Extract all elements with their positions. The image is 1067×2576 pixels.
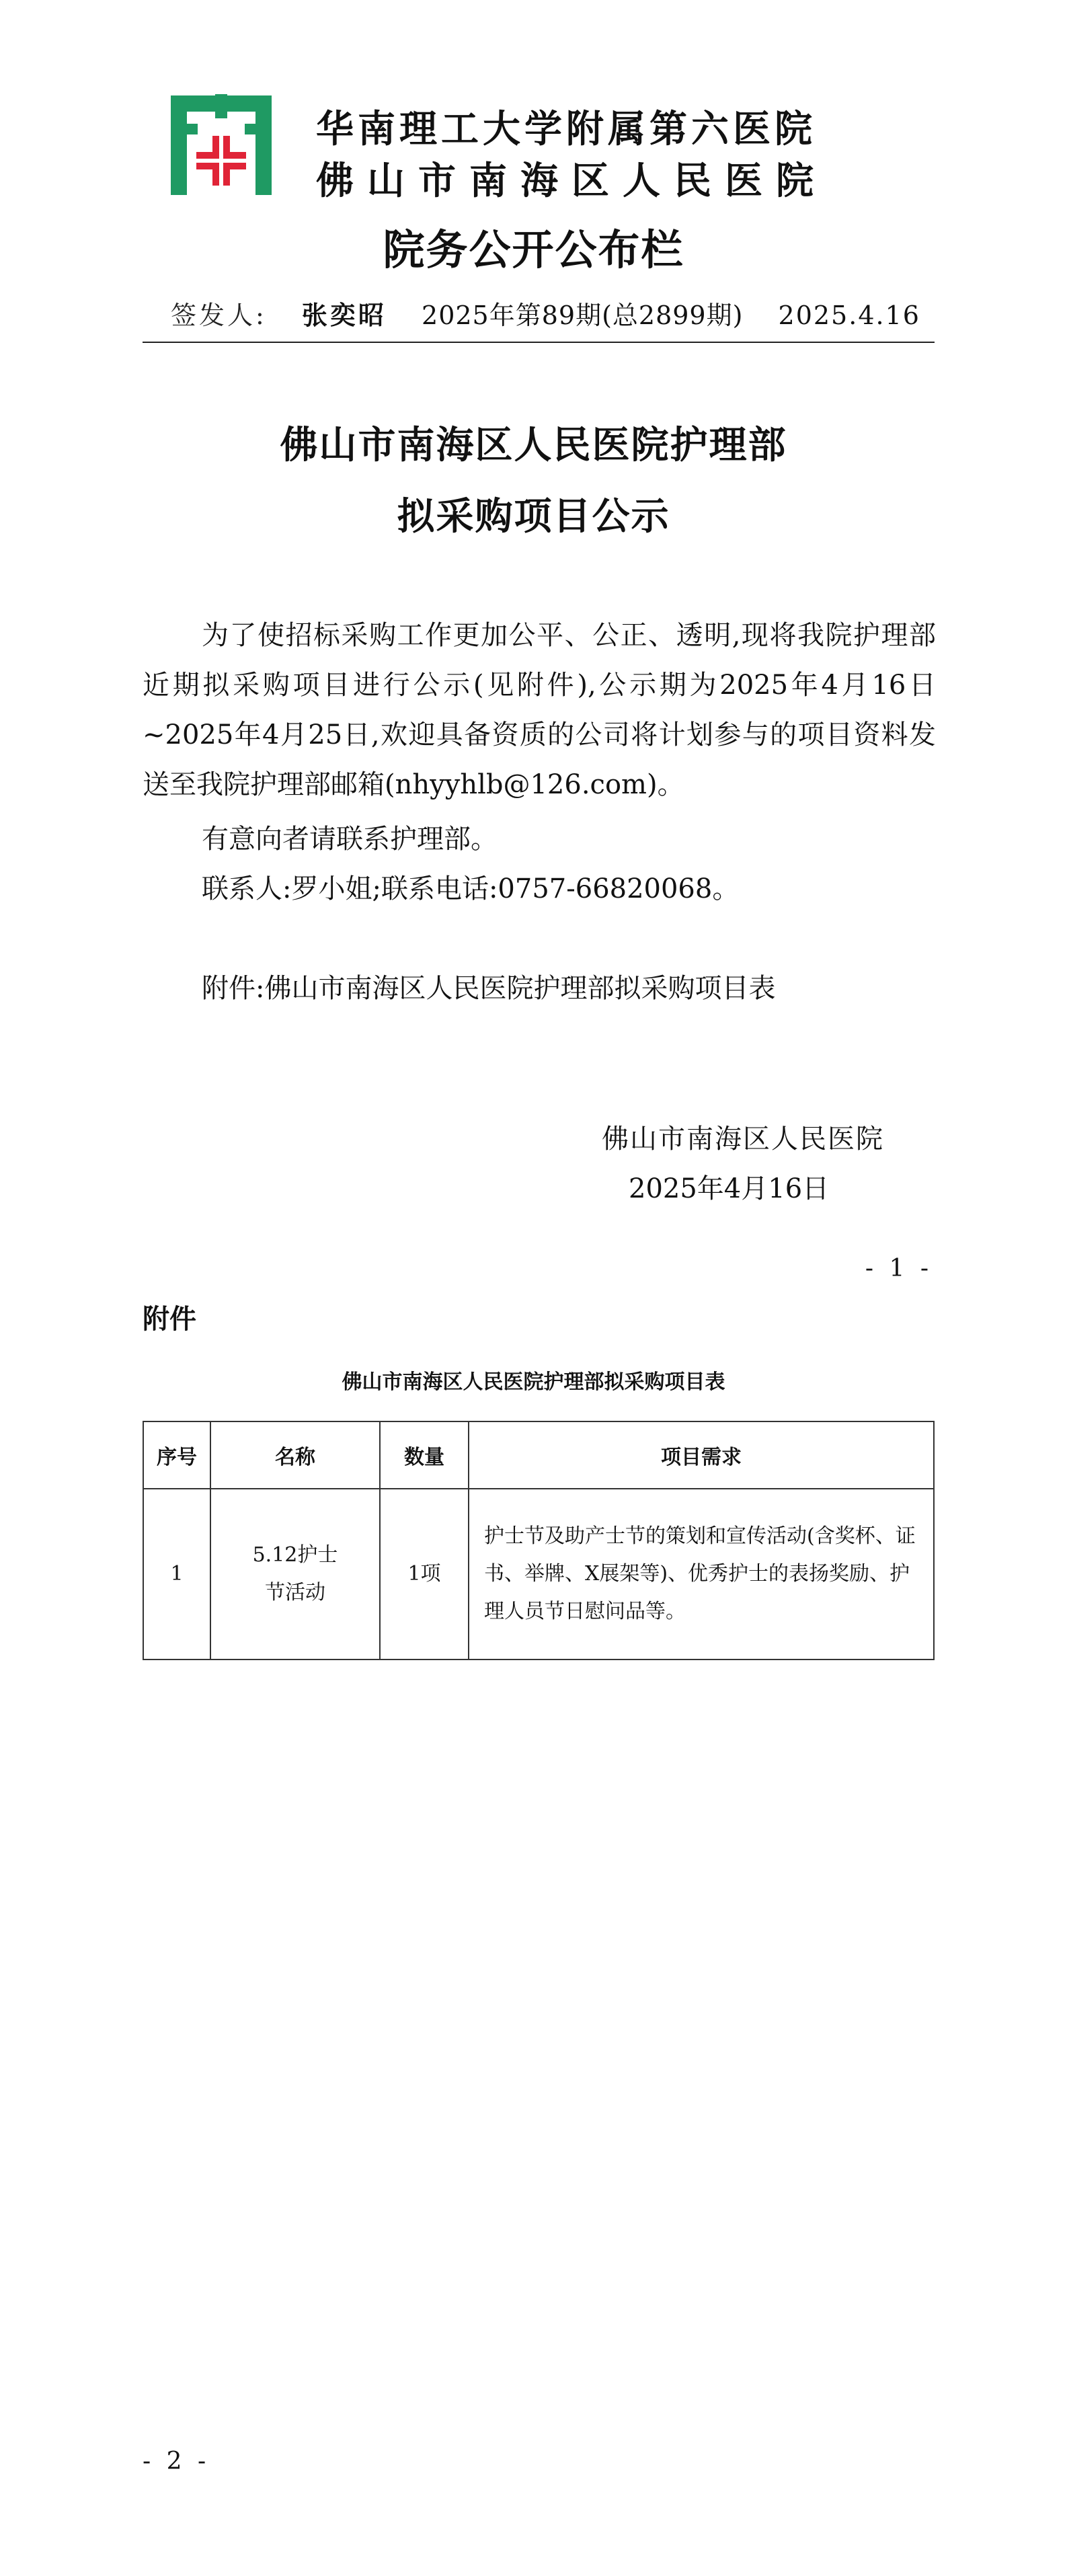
issue-number: 2025年第89期(总2899期) bbox=[422, 301, 744, 330]
cell-qty: 1项 bbox=[380, 1489, 469, 1660]
signer-name: 张奕昭 bbox=[301, 300, 387, 330]
contact-line: 联系人:罗小姐;联系电话:0757-66820068。 bbox=[202, 873, 740, 904]
procurement-table bbox=[143, 1421, 935, 1660]
cell-requirement: 护士节及助产士节的策划和宣传活动(含奖杯、证书、举牌、X展架等)、优秀护士的表扬奖励、护理人员节日慰问品等。 bbox=[469, 1489, 934, 1660]
signature-date: 2025年4月16日 bbox=[629, 1173, 830, 1204]
logo-cross-gap-v bbox=[219, 136, 223, 186]
hospital-logo bbox=[171, 94, 272, 195]
cell-no: 1 bbox=[143, 1489, 210, 1660]
logo-inner-frame-left bbox=[187, 124, 198, 134]
notice-title-line2: 拟采购项目公示 bbox=[397, 494, 670, 539]
issue-date: 2025.4.16 bbox=[778, 301, 920, 330]
attachment-reference: 附件:佛山市南海区人民医院护理部拟采购项目表 bbox=[202, 973, 776, 1004]
header-divider bbox=[143, 342, 935, 343]
logo-left-leg bbox=[171, 112, 187, 195]
logo-right-leg bbox=[255, 112, 272, 195]
notice-title-line1: 佛山市南海区人民医院护理部 bbox=[280, 423, 787, 467]
logo-inner-frame-right bbox=[245, 124, 255, 134]
procurement-table-title: 佛山市南海区人民医院护理部拟采购项目表 bbox=[342, 1370, 725, 1394]
notice-paragraph: 为了使招标采购工作更加公平、公正、透明,现将我院护理部近期拟采购项目进行公示(见附件),公示期为2025年4月16日~2025年4月25日,欢迎具备资质的公司将计划参与的项目资料发送至我院护理部邮箱(nhyyhlb@126.com)。 bbox=[143, 620, 936, 800]
signature-organization: 佛山市南海区人民医院 bbox=[602, 1124, 884, 1155]
column-header-no: 序号 bbox=[143, 1421, 210, 1489]
issue-meta-row bbox=[171, 295, 934, 331]
column-header-requirement: 项目需求 bbox=[469, 1421, 934, 1489]
cell-name-text: 5.12护士节活动 bbox=[252, 1543, 338, 1604]
hospital-name-line2: 佛山市南海区人民医院 bbox=[316, 159, 827, 203]
column-header-qty: 数量 bbox=[380, 1421, 469, 1489]
table-header-row bbox=[143, 1421, 934, 1489]
signer-label: 签发人: bbox=[171, 301, 267, 330]
page-number-2: - 2 - bbox=[143, 2448, 210, 2475]
logo-stem bbox=[215, 94, 227, 118]
attachment-label: 附件 bbox=[143, 1304, 196, 1335]
column-header-name: 名称 bbox=[210, 1421, 380, 1489]
cell-name bbox=[210, 1489, 380, 1660]
page-number-1: - 1 - bbox=[865, 1255, 933, 1282]
table-row bbox=[143, 1489, 934, 1660]
board-title: 院务公开公布栏 bbox=[383, 225, 684, 274]
interest-line: 有意向者请联系护理部。 bbox=[202, 824, 498, 855]
hospital-name-line1: 华南理工大学附属第六医院 bbox=[316, 107, 816, 151]
